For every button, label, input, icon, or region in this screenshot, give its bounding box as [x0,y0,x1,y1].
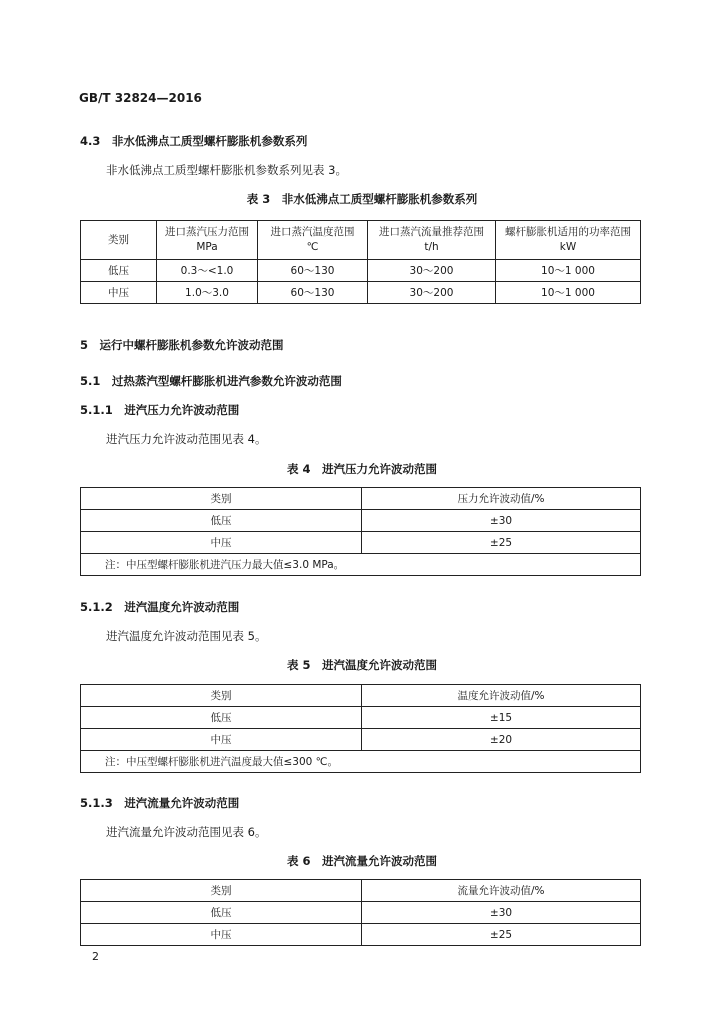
cell-power: 10～1 000 [496,260,641,282]
table-note-row [81,751,641,773]
cell-category: 低压 [81,510,362,532]
cell-category: 中压 [81,282,157,304]
cell-fluctuation: ±15 [362,707,641,729]
cell-pressure: 0.3～<1.0 [157,260,258,282]
section-5-1-2-heading: 5.1.2 进汽温度允许波动范围 [80,600,240,614]
cell-category: 低压 [81,902,362,924]
table-header-row [81,488,641,510]
page-number: 2 [92,950,99,963]
table-4-caption: 表 4 进汽压力允许波动范围 [286,462,437,476]
cell-temperature: 60～130 [258,282,368,304]
header-power-unit: kW [559,241,577,253]
table-6 [80,879,641,946]
table-header-row [81,221,641,260]
cell-temperature: 60～130 [258,260,368,282]
header-fluctuation: 流量允许波动值/% [362,880,641,902]
table-row [81,510,641,532]
table-6-caption: 表 6 进汽流量允许波动范围 [286,854,437,868]
table-4 [80,487,641,576]
header-flow-label: 进口蒸汽流量推荐范围 [379,226,484,238]
header-category: 类别 [81,685,362,707]
section-5-1-1-text: 进汽压力允许波动范围见表 4。 [106,432,267,446]
header-temperature-label: 进口蒸汽温度范围 [270,226,355,238]
section-5-heading: 5 运行中螺杆膨胀机参数允许波动范围 [80,338,284,352]
table-row [81,729,641,751]
table-row [81,902,641,924]
cell-fluctuation: ±25 [362,924,641,946]
table-row [81,707,641,729]
standard-number: GB/T 32824—2016 [79,91,202,105]
cell-pressure: 1.0～3.0 [157,282,258,304]
header-pressure [157,221,258,260]
cell-category: 低压 [81,707,362,729]
table-3 [80,220,641,304]
table-row [81,924,641,946]
table-header-row [81,685,641,707]
cell-fluctuation: ±30 [362,510,641,532]
cell-category: 中压 [81,924,362,946]
cell-flow: 30～200 [368,282,496,304]
cell-flow: 30～200 [368,260,496,282]
header-flow-unit: t/h [424,241,439,253]
table-note: 注：中压型螺杆膨胀机进汽压力最大值≤3.0 MPa。 [81,554,641,576]
header-category: 类别 [81,880,362,902]
section-5-1-heading: 5.1 过热蒸汽型螺杆膨胀机进汽参数允许波动范围 [80,374,342,388]
header-pressure-unit: MPa [196,241,218,253]
table-5-caption: 表 5 进汽温度允许波动范围 [286,658,437,672]
table-header-row [81,880,641,902]
section-4-3-text: 非水低沸点工质型螺杆膨胀机参数系列见表 3。 [106,163,347,177]
header-fluctuation: 温度允许波动值/% [362,685,641,707]
cell-fluctuation: ±20 [362,729,641,751]
header-fluctuation: 压力允许波动值/% [362,488,641,510]
cell-category: 中压 [81,729,362,751]
table-3-caption: 表 3 非水低沸点工质型螺杆膨胀机参数系列 [246,192,478,206]
cell-power: 10～1 000 [496,282,641,304]
header-power [496,221,641,260]
table-note: 注：中压型螺杆膨胀机进汽温度最大值≤300 ℃。 [81,751,641,773]
table-row [81,282,641,304]
section-5-1-3-heading: 5.1.3 进汽流量允许波动范围 [80,796,240,810]
header-temperature-unit: ℃ [306,241,319,253]
header-power-label: 螺杆膨胀机适用的功率范围 [505,226,631,238]
header-category: 类别 [81,488,362,510]
section-5-1-2-text: 进汽温度允许波动范围见表 5。 [106,629,267,643]
cell-fluctuation: ±25 [362,532,641,554]
table-note-row [81,554,641,576]
section-5-1-3-text: 进汽流量允许波动范围见表 6。 [106,825,267,839]
section-5-1-1-heading: 5.1.1 进汽压力允许波动范围 [80,403,240,417]
header-category: 类别 [81,221,157,260]
table-row [81,532,641,554]
cell-category: 低压 [81,260,157,282]
table-5 [80,684,641,773]
cell-category: 中压 [81,532,362,554]
section-4-3-heading: 4.3 非水低沸点工质型螺杆膨胀机参数系列 [80,134,308,148]
header-temperature [258,221,368,260]
header-flow [368,221,496,260]
cell-fluctuation: ±30 [362,902,641,924]
table-row [81,260,641,282]
header-pressure-label: 进口蒸汽压力范围 [165,226,249,238]
